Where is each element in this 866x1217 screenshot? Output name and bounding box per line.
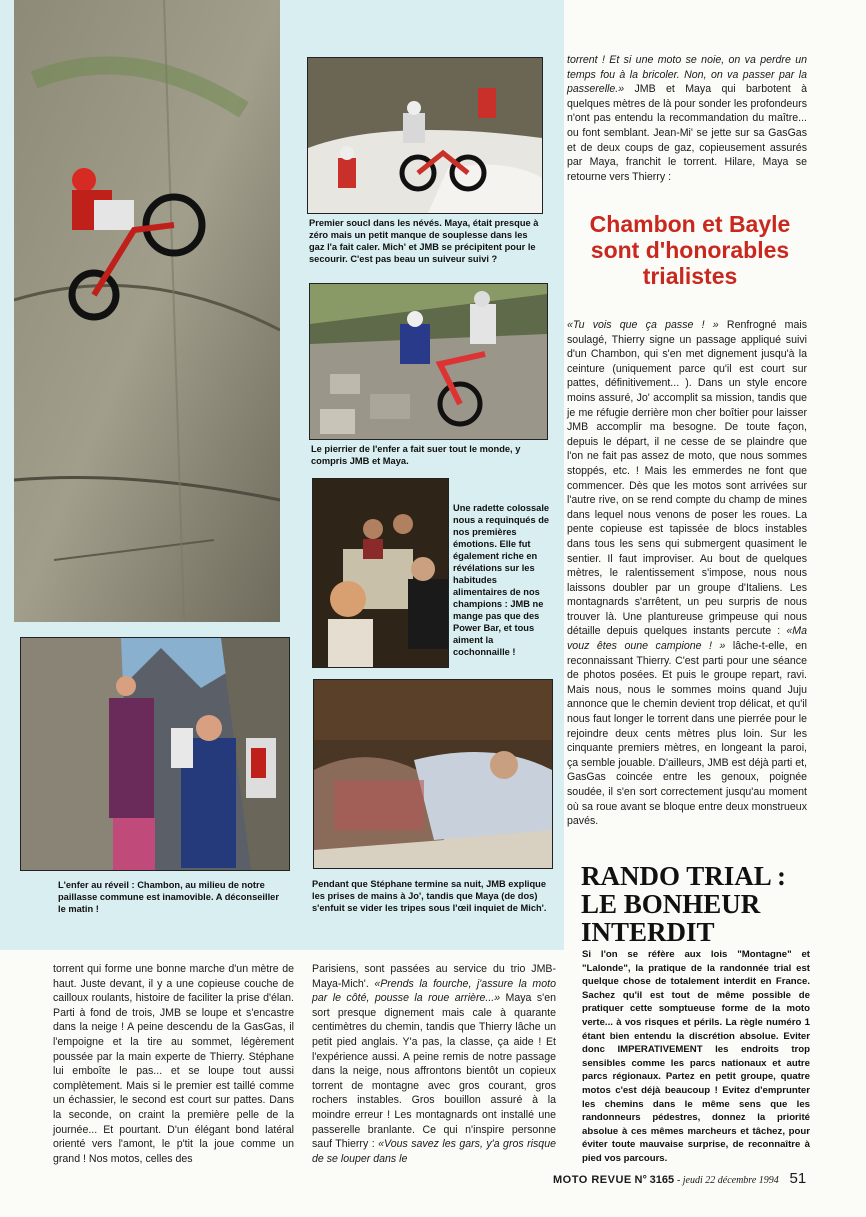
quote-campione: «Ma vouz êtes oune campione ! »	[567, 625, 807, 653]
issue-date: - jeudi 22 décembre 1994	[676, 1175, 779, 1186]
caption-boulder: L'enfer au réveil : Chambon, au milieu de notre paillasse commune est inamovible. A déconseiller le matin !	[58, 880, 279, 914]
box-text: Si l'on se réfère aux lois "Montagne" et "Lalonde", la pratique de la randonnée trial est quelque chose de totalement interdit en France. Sachez qu'il est tout de même possible de pratiquer cette somptueuse forme de la moto verte... à vos risques et périls. La règle numéro 1 étant bien entendu la discrétion absolue. Eviter donc IMPERATIVEMENT les endroits trop sensibles comme les parcs nationaux et autre parcs régionaux. Partez en petit groupe, quatre motos c'est déjà beaucoup ! Evitez d'emprunter les chemins dans le même sens que les randonneurs pédestres, donnez la priorité absolue à ces mêmes marcheurs et tâchez, pour éviter toute mauvaise surprise, de reconnaître à pied vos parcours.	[582, 949, 810, 1164]
page-footer	[553, 1170, 823, 1187]
bottom-column-1: torrent qui forme une bonne marche d'un mètre de haut. Juste devant, il y a une copieuse couche de cailloux roulants, histoire de faciliter la prise d'élan. Parti à fond de trois, JMB se loupe et s'encastre dans la neige ! A peine descendu de la GasGas, il l'empoigne et la tire au sommet, légèrement poussée par la main experte de Thierry. Stéphane lui emboîte le pas... et se loupe tout aussi complètement. Mais si le premier est taillé comme un échassier, le second est court sur pattes. Dans la seconde, on craint la première pelle de la journée... Et pourtant. D'un élégant bond latéral orienté vers l'amont, le p'tit la joue comme un grand ! Nos motos, celles des	[53, 963, 294, 1165]
raclette-dinner-photo	[312, 478, 449, 668]
caption-raclette: Une radette colossale nous a requinqués de nos premières émotions. Elle fut également riche en révélations sur les habitudes alimentaires de nos champions : JMB ne mange pas que des Power Bar, et tous aiment la cochonnaille !	[453, 503, 550, 657]
main-text-2: lâche-t-elle, en reconnaissant Thierry. C'est parti pour une séance de photos posées. Et puis le groupe repart, ravi. Mais nous, nous le sommes moins quand Juju annonce que le chemin devient trop délicat, et qu'il nous faut longer le torrent dans une pierrée pour le rejoindre deux cents mètres plus loin. Sur les cinquante premiers mètres, en longeant la paroi, ça semble jouable. D'ailleurs, JMB est déjà parti et, GasGas coincée entre les genoux, poignée soudée, il s'en sort correctement jusqu'au moment où sa roue avant se bloque entre deux monstrueux pavés.	[567, 640, 807, 828]
issue-prefix: N°	[634, 1174, 647, 1186]
box-heading-line2: LE BONHEUR	[581, 889, 761, 919]
col2-text-a: Parisiens, sont passées au service du trio JMB-Maya-Mich'.	[312, 963, 556, 990]
bottom-column-2	[312, 962, 556, 1166]
caption-rock-pile: Le pierrier de l'enfer a fait suer tout le monde, y compris JMB et Maya.	[311, 444, 521, 466]
col2-quote-fourche: «Prends la fourche, j'assure la moto par le côté, pousse la roue arrière...»	[312, 977, 556, 1005]
col2-quote-gars: «Vous savez les gars, y'a gros risque de se louper dans le	[312, 1138, 556, 1165]
page-number: 51	[789, 1170, 807, 1187]
intro-text: JMB et Maya qui barbotent à quelques mètres de là pour sonder les profondeurs n'ont pas entendu la recommandation du maître... ou font semblant. Jean-Mi' se jette sur sa GasGas et de deux coups de gaz, copieusement assurés par Maya, franchit le torrent. Hilare, Maya se retourne vers Thierry :	[567, 83, 807, 183]
caption-snow-field: Premier soucI dans les névés. Maya, était presque à zéro mais un petit manque de souplesse dans les gaz l'a fait caler. Mich' et JMB se précipitent pour le secourir. C'est pas beau un suiveur suivi ?	[309, 218, 539, 264]
section-heading-chambon: Chambon et Bayle sont d'honorables trialistes	[589, 211, 791, 289]
right-column-main-text	[567, 318, 807, 829]
box-heading-line3: INTERDIT	[581, 917, 715, 947]
sleeping-room-photo	[313, 679, 553, 869]
box-heading	[581, 862, 821, 946]
right-column-intro	[567, 53, 807, 184]
boulder-wake-up-photo	[20, 637, 290, 871]
rock-face-climb-photo	[14, 0, 280, 622]
main-text-1: Renfrogné mais soulagé, Thierry signe un passage appliqué suivi d'un Chambon, qui s'en met dignement jusqu'à la ceinture (uniquement parce qu'il est court sur pattes, définitivement... ). Dans un style encore moins assuré, Jo' accomplit sa mission, tandis que je me réfugie derrière mon cher boîtier pour laisser JMB accomplir ma besogne. De toute façon, depuis le départ, il ne cesse de se plaindre que l'on ne fait pas assez de moto, que nous sommes stoppés, etc. ! Mais les emmerdes ne font que commencer. Dès que les motos sont arrivées sur l'autre rive, on se rend compte du champ de mines dans lequel nous venons de poser les roues. La pente copieuse est tapissée de blocs instables dans tous les sens qui submergent quasiment le sentier. Il faut improviser. Au bout de quelques mètres, le ralentissement s'impose, nous nous laissons doubler par un groupe d'Italiens. Les montagnards s'arrêtent, un peu surpris de nous trouver là. Une plantureuse grimpeuse qui nous détaille depuis quelques instants percute :	[567, 319, 807, 638]
issue-number: 3165	[649, 1174, 675, 1186]
caption-sleeping-room: Pendant que Stéphane termine sa nuit, JMB explique les prises de mains à Jo', tandis que Maya (de dos) s'enfuit se vider les tripes sous l'œil inquiet de Mich'.	[312, 879, 547, 913]
magazine-name: MOTO REVUE	[553, 1174, 632, 1186]
col2-text-b: Maya s'en sort presque dignement mais cale à quarante centimètres du chemin, tandis que Thierry lâche un petit pied anglais. Y'a pas, la classe, ça aide ! Et l'expérience aussi. A peine remis de notre passage dans la neige, nous affrontons bientôt un copieux torrent de montagne avec gros courant, gros rochers instables. Gros bouillon assuré à la moindre erreur ! Les montagnards ont installé une passerelle branlante. Ce qui n'inspire personne sauf Thierry :	[312, 992, 556, 1151]
intro-quote: torrent ! Et si une moto se noie, on va perdre un temps fou à la bricoler. Non, on va passer par la passerelle.»	[567, 54, 807, 96]
snow-field-photo	[307, 57, 543, 214]
box-heading-line1: RANDO TRIAL :	[581, 861, 787, 891]
quote-tu-vois: «Tu vois que ça passe ! »	[567, 319, 719, 331]
rock-pile-photo	[309, 283, 548, 440]
